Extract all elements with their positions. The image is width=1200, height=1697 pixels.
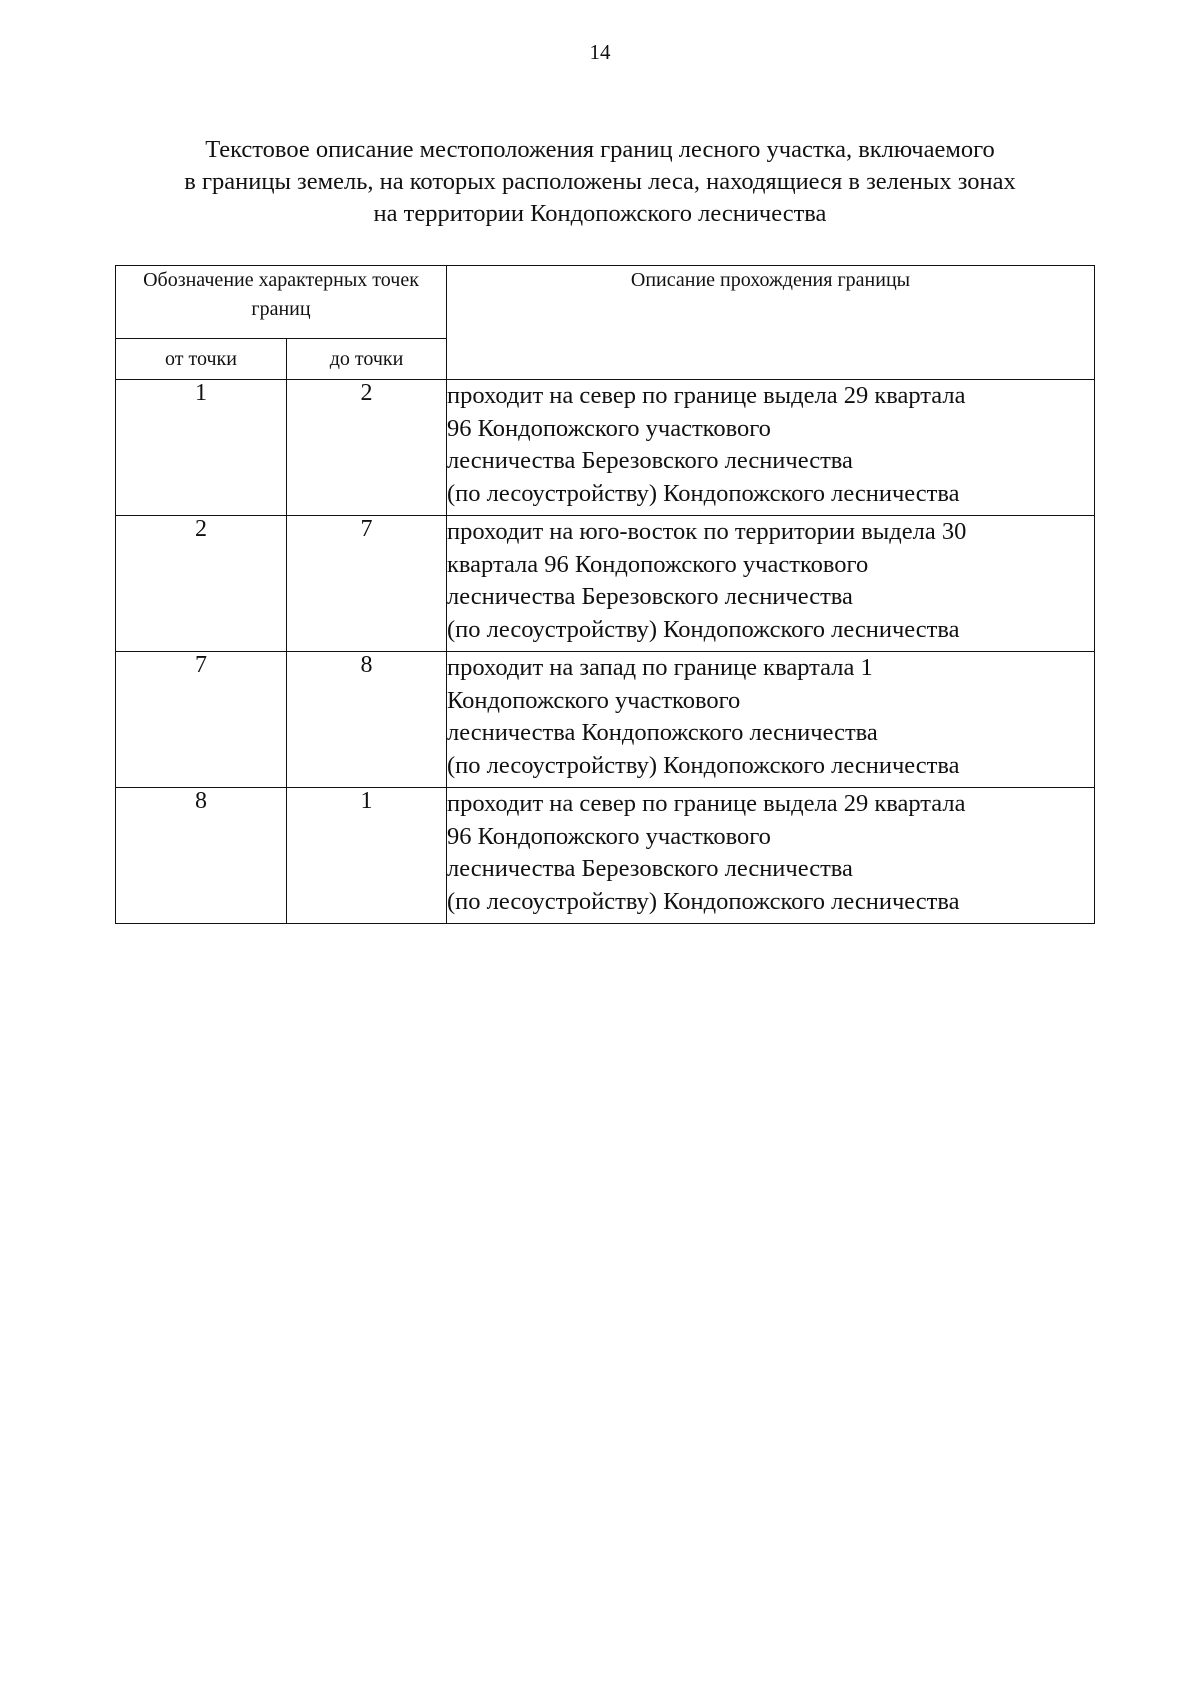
from-point: 7 (116, 652, 287, 788)
title-line: Текстовое описание местоположения границ лесного участка, включаемого (205, 136, 995, 163)
header-description: Описание прохождения границы (447, 266, 1095, 380)
description-line: (по лесоустройству) Кондопожского лесничества (447, 615, 960, 643)
table-header-row (116, 266, 1095, 339)
from-point: 1 (116, 380, 287, 516)
description-line: проходит на запад по границе квартала 1 (447, 654, 873, 681)
description-line: (по лесоустройству) Кондопожского лесничества (447, 751, 960, 779)
to-point: 1 (287, 788, 447, 924)
description-line: проходит на север по границе выдела 29 квартала (447, 382, 966, 409)
description-line: лесничества Кондопожского лесничества (447, 719, 878, 746)
description-line: проходит на север по границе выдела 29 квартала (447, 790, 966, 817)
description-line: проходит на юго-восток по территории выдела 30 (447, 518, 967, 545)
table-row (116, 516, 1095, 652)
title-line: на территории Кондопожского лесничества (373, 200, 827, 227)
boundary-description (447, 652, 1095, 788)
from-point: 2 (116, 516, 287, 652)
description-line: Кондопожского участкового (447, 686, 741, 714)
description-line: лесничества Березовского лесничества (447, 447, 853, 474)
description-line: (по лесоустройству) Кондопожского лесничества (447, 479, 960, 507)
boundary-description (447, 380, 1095, 516)
boundary-description (447, 788, 1095, 924)
to-point: 8 (287, 652, 447, 788)
boundary-table (115, 265, 1095, 924)
title-line: в границы земель, на которых расположены леса, находящиеся в зеленых зонах (184, 168, 1016, 195)
description-line: квартала 96 Кондопожского участкового (447, 550, 869, 578)
page-number: 14 (589, 40, 611, 64)
table-row (116, 380, 1095, 516)
to-point: 7 (287, 516, 447, 652)
description-line: лесничества Березовского лесничества (447, 583, 853, 610)
header-from-point: от точки (116, 339, 287, 380)
from-point: 8 (116, 788, 287, 924)
header-to-point: до точки (287, 339, 447, 380)
table-row (116, 652, 1095, 788)
description-line: 96 Кондопожского участкового (447, 822, 771, 850)
description-line: 96 Кондопожского участкового (447, 414, 771, 442)
header-points: Обозначение характерных точек границ (116, 266, 447, 339)
description-line: лесничества Березовского лесничества (447, 855, 853, 882)
to-point: 2 (287, 380, 447, 516)
document-title (100, 134, 1100, 230)
description-line: (по лесоустройству) Кондопожского лесничества (447, 887, 960, 915)
boundary-description (447, 516, 1095, 652)
table-row (116, 788, 1095, 924)
